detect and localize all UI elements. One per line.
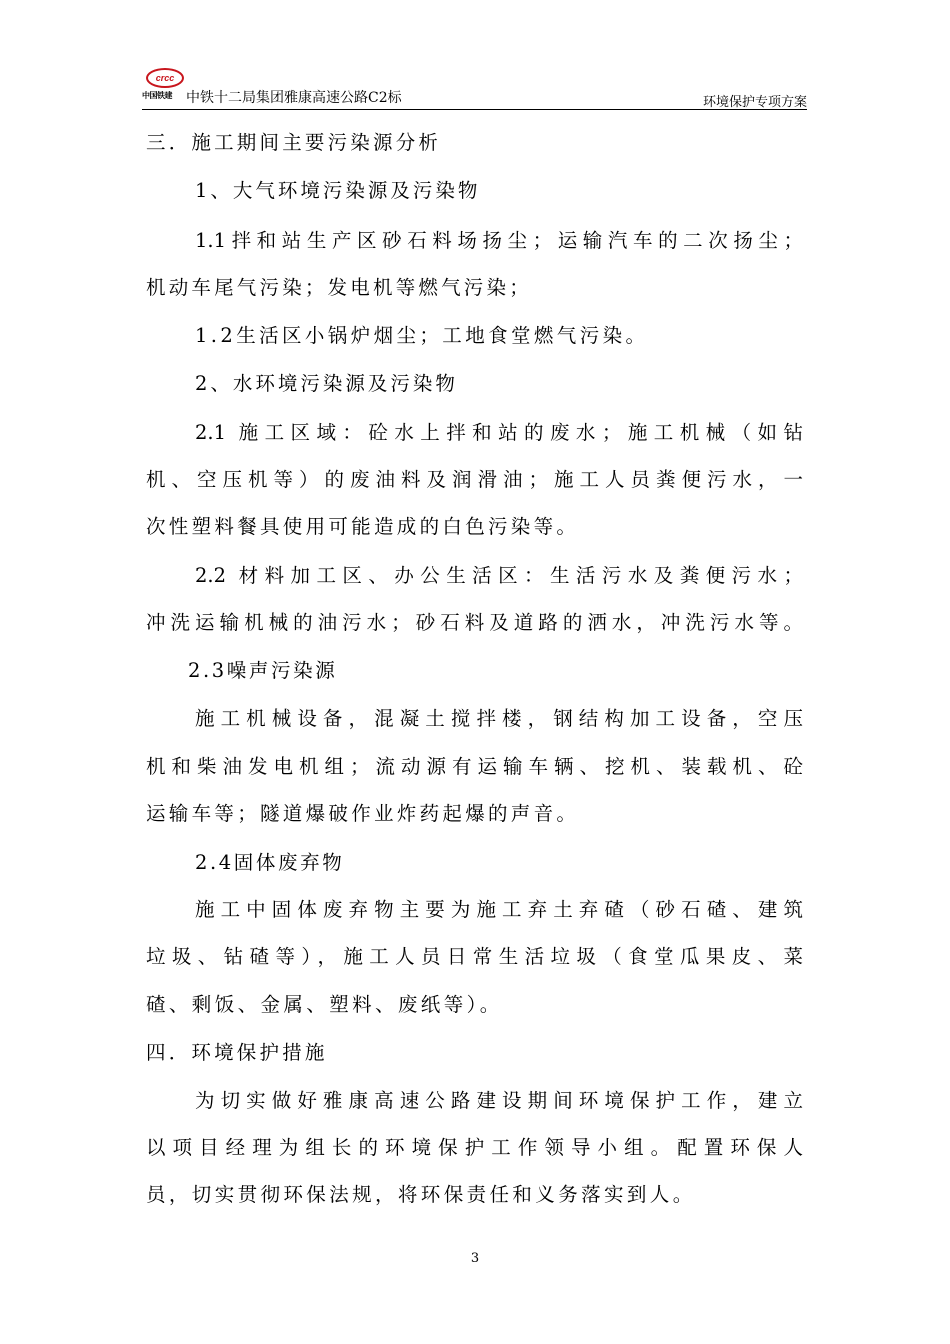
logo-name: 中国铁建 <box>142 91 172 100</box>
subsection-heading: 2.3噪声污染源 <box>188 659 338 682</box>
paragraph-line: 2.1 施工区域：砼水上拌和站的废水；施工机械（如钻 <box>195 421 803 444</box>
paragraph-line: 1.2生活区小锅炉烟尘；工地食堂燃气污染。 <box>195 324 649 347</box>
paragraph-line: 冲洗运输机械的油污水；砂石料及道路的洒水，冲洗污水等。 <box>146 611 803 634</box>
header-divider <box>142 109 807 110</box>
subsection-heading: 2.4固体废弃物 <box>195 851 345 874</box>
paragraph-line: 机、空压机等）的废油料及润滑油；施工人员粪便污水，一 <box>146 468 803 491</box>
paragraph-line: 垃圾、钻碴等），施工人员日常生活垃圾（食堂瓜果皮、菜 <box>146 945 803 968</box>
header-company: 中铁十二局集团雅康高速公路C2标 <box>186 90 402 106</box>
header-doc-title: 环境保护专项方案 <box>702 95 807 110</box>
paragraph-line: 为切实做好雅康高速公路建设期间环境保护工作，建立 <box>195 1089 803 1112</box>
paragraph-line: 机动车尾气污染；发电机等燃气污染； <box>146 276 532 299</box>
logo-mark: crcc <box>146 68 184 88</box>
page-header <box>142 66 807 112</box>
paragraph-line: 以项目经理为组长的环境保护工作领导小组。配置环保人 <box>146 1136 803 1159</box>
paragraph-line: 2.2 材料加工区、办公生活区：生活污水及粪便污水； <box>195 564 803 587</box>
paragraph-line: 施工机械设备，混凝土搅拌楼，钢结构加工设备，空压 <box>195 707 803 730</box>
paragraph-line: 员，切实贯彻环保法规，将环保责任和义务落实到人。 <box>146 1183 696 1206</box>
paragraph-line: 运输车等；隧道爆破作业炸药起爆的声音。 <box>146 802 580 825</box>
paragraph-line: 次性塑料餐具使用可能造成的白色污染等。 <box>146 515 580 538</box>
subsection-heading: 2、水环境污染源及污染物 <box>195 372 458 395</box>
section-heading-3: 三．施工期间主要污染源分析 <box>146 131 442 154</box>
paragraph-line: 机和柴油发电机组；流动源有运输车辆、挖机、装载机、砼 <box>146 755 803 778</box>
subsection-heading: 1、大气环境污染源及污染物 <box>195 179 481 202</box>
paragraph-line: 1.1拌和站生产区砂石料场扬尘；运输汽车的二次扬尘； <box>195 229 803 252</box>
paragraph-line: 碴、剩饭、金属、塑料、废纸等）。 <box>146 993 503 1016</box>
section-heading-4: 四．环境保护措施 <box>146 1041 328 1064</box>
paragraph-line: 施工中固体废弃物主要为施工弃土弃碴（砂石碴、建筑 <box>195 898 803 921</box>
crcc-logo <box>142 66 188 104</box>
page-number: 3 <box>470 1251 480 1266</box>
